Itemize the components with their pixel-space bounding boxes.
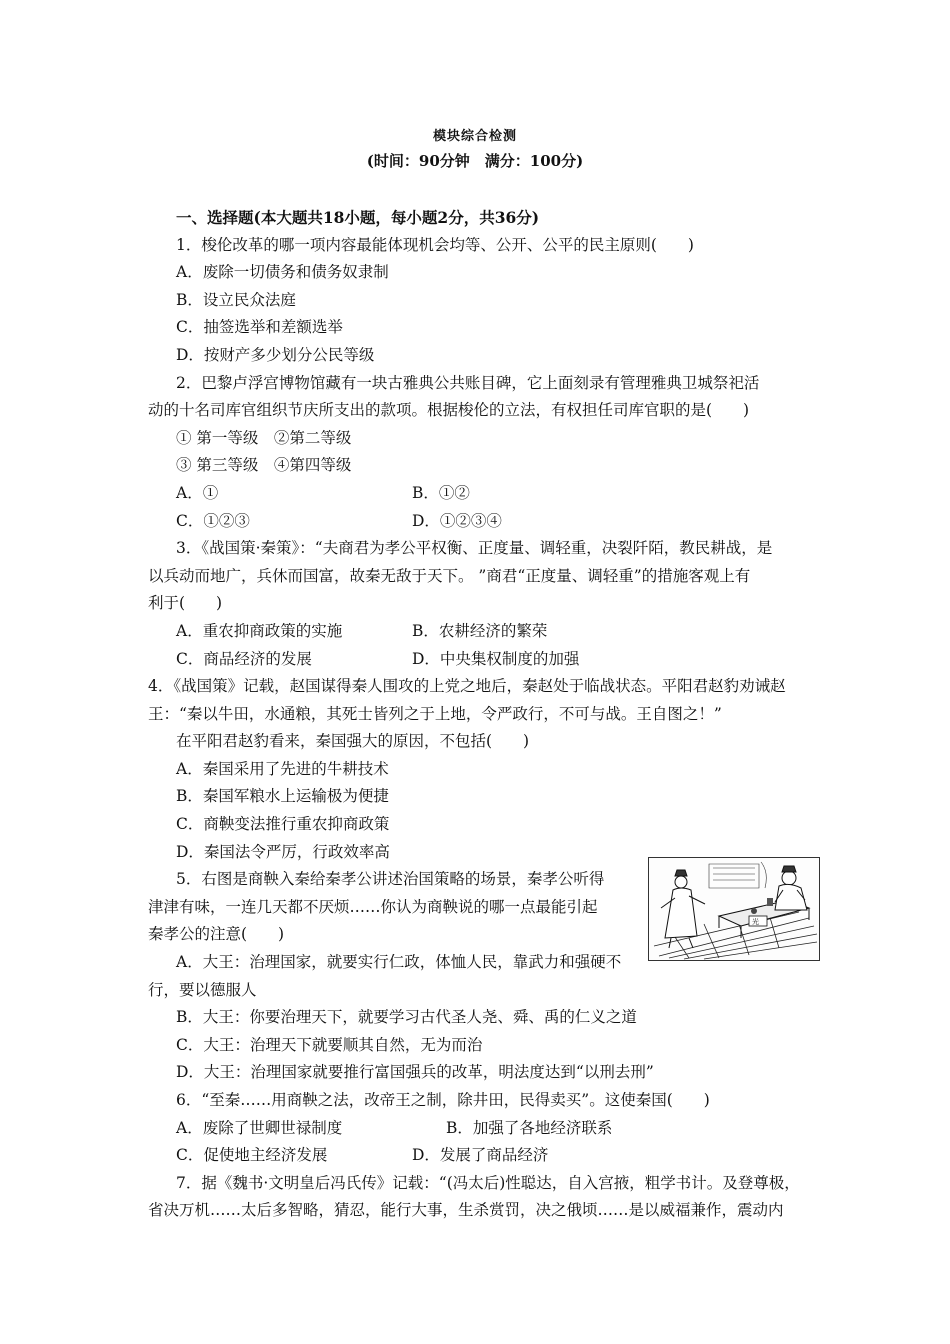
question-2-option-b: B．①② [412,483,470,502]
question-4-stem-line3: 在平阳君赵豹看来，秦国强大的原因，不包括( ) [176,732,530,751]
question-4-stem-line2: 王：“秦以牛田，水通粮，其死士皆列之于上地，令严政行，不可与战。王自图之！” [148,704,722,723]
question-3-stem-line2: 以兵动而地广，兵休而国富，故秦无敌于天下。 ”商君“正度量、调轻重”的措施客观上有 [148,566,751,585]
question-6-options-row2 [148,1142,813,1170]
question-1-option-b: B．设立民众法庭 [176,290,296,309]
exam-content [148,204,813,1225]
exam-time-score: (时间：90分钟 满分：100分) [366,152,584,170]
question-4-option-b: B．秦国军粮水上运输极为便捷 [176,787,389,806]
question-4-option-a: A．秦国采用了先进的牛耕技术 [176,759,389,778]
question-3-option-c: C．商品经济的发展 [176,649,312,668]
question-5-option-a-line1: A．大王：治理国家，就要实行仁政，体恤人民，靠武力和强硬不 [176,953,622,972]
question-5-text [148,866,636,1004]
question-4-option-c: C．商鞅变法推行重农抑商政策 [176,815,390,834]
question-6-options-row1 [148,1115,813,1143]
question-5-stem-line3: 秦孝公的注意( ) [148,925,285,944]
question-1-option-d: D．按财产多少划分公民等级 [176,345,375,364]
question-7-stem-line1: 7．据《魏书·文明皇后冯氏传》记载：“(冯太后)性聪达，自入宫掖，粗学书计。及登尊极， [176,1173,800,1192]
question-2-stem-line1: 2．巴黎卢浮宫博物馆藏有一块古雅典公共账目碑，它上面刻录有管理雅典卫城祭祀活 [176,373,760,392]
page-title: 模块综合检测 [432,129,517,144]
question-2-options-row2 [148,508,813,536]
question-5-option-d: D．大王：治理国家就要推行富国强兵的改革，明法度达到“以刑去刑” [176,1063,654,1082]
question-3-options-row1 [148,618,813,646]
question-3-option-a: A．重农抑商政策的实施 [176,621,343,640]
question-6-stem: 6．“至秦……用商鞅之法，改帝王之制，除井田，民得卖买”。这使秦国( ) [176,1091,710,1109]
question-6-option-a: A．废除了世卿世禄制度 [176,1118,343,1137]
svg-text:光: 光 [752,918,759,926]
section-heading: 一、选择题(本大题共18小题，每小题2分，共36分) [176,208,540,227]
question-7-stem-line2: 省决万机……太后多智略，猜忍，能行大事，生杀赏罚，决之俄顷……是以威福兼作，震动内 [148,1201,784,1220]
question-3-option-b: B．农耕经济的繁荣 [412,621,548,640]
question-5-stem-line2: 津津有味，一连几天都不厌烦……你认为商鞅说的哪一点最能引起 [148,897,598,916]
question-5-option-b: B．大王：你要治理天下，就要学习古代圣人尧、舜、禹的仁义之道 [176,1008,637,1027]
question-2-option-c: C．①②③ [176,511,250,530]
question-1-option-c: C．抽签选举和差额选举 [176,318,343,337]
question-5-stem-line1: 5．右图是商鞅入秦给秦孝公讲述治国策略的场景，秦孝公听得 [176,870,605,889]
question-6-option-d: D．发展了商品经济 [412,1146,549,1165]
question-6-option-c: C．促使地主经济发展 [176,1146,328,1165]
question-3-stem-line1: 3．《战国策·秦策》：“夫商君为孝公平权衡、正度量、调轻重，决裂阡陌，教民耕战，是 [176,539,773,558]
question-2-item-group2: ③ 第三等级 ④第四等级 [176,456,352,475]
question-2-item-group1: ① 第一等级 ②第二等级 [176,428,352,447]
question-5-option-a-line2: 行，要以德服人 [148,980,257,999]
question-4-option-d: D．秦国法令严厉，行政效率高 [176,842,390,861]
question-2-stem-line2: 动的十名司库官组织节庆所支出的款项。根据梭伦的立法，有权担任司库官职的是( ) [148,401,750,420]
question-4-stem-line1: 4．《战国策》记载，赵国谋得秦人围攻的上党之地后，秦赵处于临战状态。平阳君赵豹劝诫赵 [148,677,786,696]
question-3-options-row2 [148,646,813,674]
question-1-option-a: A．废除一切债务和债务奴隶制 [176,263,389,282]
question-2-option-d: D．①②③④ [412,511,502,530]
question-1-stem: 1．梭伦改革的哪一项内容最能体现机会均等、公开、公平的民主原则( ) [176,235,694,254]
question-2-options-row1 [148,480,813,508]
shang-yang-illustration [648,857,820,961]
question-3-stem-line3: 利于( ) [148,594,223,613]
question-2-option-a: A．① [176,483,219,502]
question-3-option-d: D．中央集权制度的加强 [412,649,580,668]
question-6-option-b: B．加强了各地经济联系 [446,1118,613,1137]
illustration-drawing [649,858,819,960]
question-5-option-c: C．大王：治理天下就要顺其自然，无为而治 [176,1035,483,1054]
